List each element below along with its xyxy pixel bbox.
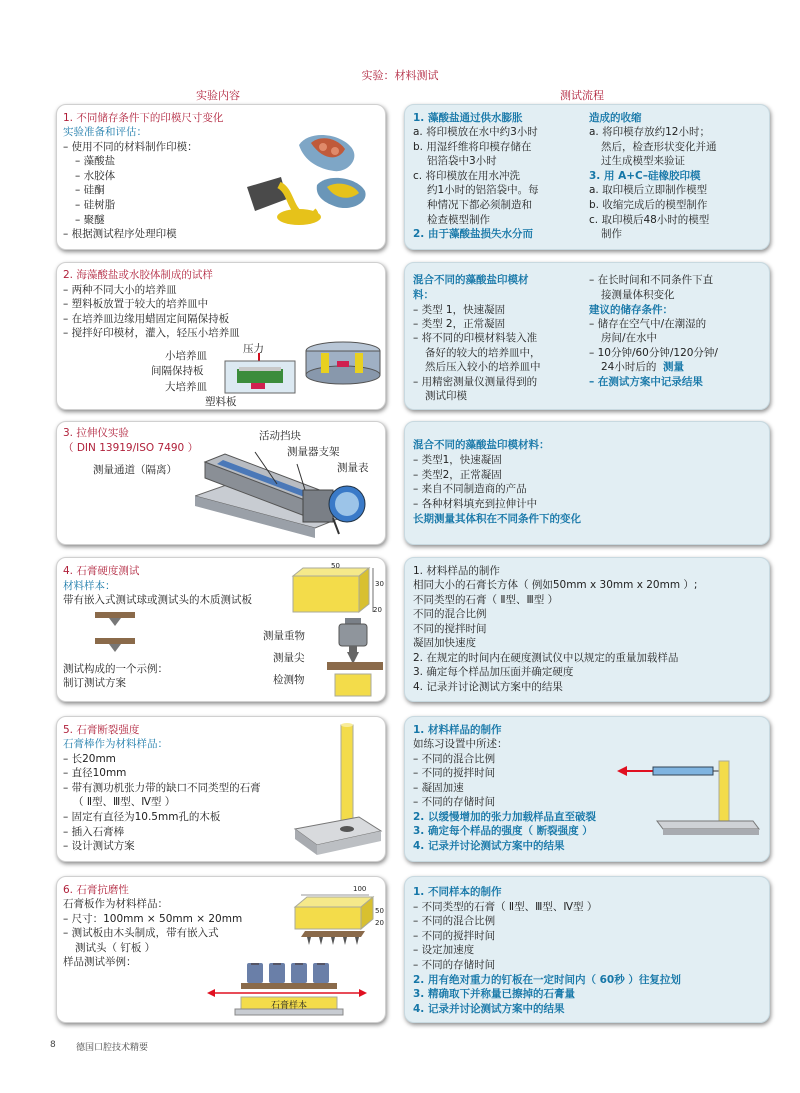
- block-height-dim: 30: [375, 580, 384, 588]
- step: 3. 确定每个样品加压面并确定硬度: [413, 666, 574, 678]
- line: – 不同的存储时间: [413, 796, 496, 808]
- block-length-dim: 50: [331, 562, 340, 570]
- line: – 不同类型的石膏（ Ⅱ型、Ⅲ型、Ⅳ型 ）: [413, 901, 598, 913]
- line: 接测量体积变化: [601, 289, 675, 301]
- line: – 固定有直径为10.5mm孔的木板: [63, 811, 221, 823]
- line: 制作: [601, 228, 622, 240]
- line: – 储存在空气中/在潮湿的: [589, 318, 707, 330]
- line: – 塑料板放置于较大的培养皿中: [63, 298, 209, 310]
- line: – 长20mm: [63, 753, 116, 765]
- line: – 设定加速度: [413, 944, 475, 956]
- pressure-label: 压力: [243, 343, 264, 355]
- section-4-right-panel: [404, 557, 770, 702]
- section-3-left-panel: [56, 421, 386, 545]
- line: 测试构成的一个示例：: [63, 663, 168, 675]
- section-2-left-panel: [56, 262, 386, 410]
- petri-dish-3d-icon: [303, 339, 383, 389]
- plaster-rod-icon: [293, 721, 383, 861]
- line: 相同大小的石膏长方体（ 例如50mm x 30mm x 20mm ）;: [413, 579, 698, 591]
- subheading: 材料样本：: [63, 580, 116, 592]
- line: 24小时后的: [601, 361, 657, 373]
- line: 过生成模型来验证: [601, 155, 685, 167]
- weight-icon: [325, 618, 385, 698]
- heading: 2. 海藻酸盐或水胶体制成的试样: [63, 269, 213, 281]
- step: 4. 记录并讨论测试方案中的结果: [413, 681, 563, 693]
- line: b. 收缩完成后的模型制作: [589, 199, 708, 211]
- line: – 设计测试方案: [63, 840, 135, 852]
- step: 3. 精确取下并称量已擦掉的石膏量: [413, 988, 575, 1000]
- heading: 6. 石膏抗磨性: [63, 884, 129, 896]
- step: 长期测量其体积在不同条件下的变化: [413, 513, 581, 525]
- nail-board-icon: [207, 963, 367, 1021]
- line: – 尺寸：100mm × 50mm × 20mm: [63, 913, 243, 925]
- section-6-right-panel: [404, 876, 770, 1023]
- line: – 类型2，正常凝固: [413, 469, 502, 481]
- heading: 3. 拉伸仪实验: [63, 427, 129, 439]
- petri-dish-icon: [221, 353, 301, 397]
- section-6-left-panel: [56, 876, 386, 1023]
- line: – 带有测功机张力带的缺口不同类型的石膏: [63, 782, 261, 794]
- block-depth-dim: 20: [373, 606, 382, 614]
- plate-length-dim: 100: [353, 885, 367, 893]
- line: c. 将印模放在用水冲洗: [413, 170, 520, 182]
- line: a. 取印模后立即制作模型: [589, 184, 708, 196]
- line: 不同的搅拌时间: [413, 623, 487, 635]
- subheading: 实验准备和评估：: [63, 126, 147, 138]
- line: – 搅拌好印模材，灌入，轻压小培养皿: [63, 327, 240, 339]
- line: a. 将印模存放约12小时；: [589, 126, 710, 138]
- line: – 不同的搅拌时间: [413, 767, 496, 779]
- heading: 1. 不同储存条件下的印模尺寸变化: [63, 112, 224, 124]
- line: 备好的较大的培养皿中，: [425, 347, 541, 359]
- line: – 凝固加速: [413, 782, 464, 794]
- step: 3. 确定每个样品的强度（ 断裂强度 ）: [413, 825, 593, 837]
- line: – 不同的搅拌时间: [413, 930, 496, 942]
- plaster-plate-icon: [291, 887, 383, 957]
- line: – 两种不同大小的培养皿: [63, 284, 177, 296]
- line: – 类型 1，快速凝固: [413, 304, 506, 316]
- line: 然后，检查形状变化并通: [601, 141, 717, 153]
- plaster-block-icon: [287, 562, 383, 616]
- step: 3. 用 A+C–硅橡胶印模: [589, 170, 701, 182]
- line: – 插入石膏棒: [63, 826, 125, 838]
- line: 测试头（ 钉板 ）: [75, 942, 156, 954]
- step: 造成的收缩: [589, 112, 642, 124]
- line: 凝固加快速度: [413, 637, 476, 649]
- line: a. 将印模放在水中约3小时: [413, 126, 538, 138]
- subheading: 建议的储存条件：: [589, 304, 673, 316]
- section-1-right-panel: [404, 104, 770, 250]
- step: 1. 材料样品的制作: [413, 724, 502, 736]
- section-2-right-panel: [404, 262, 770, 410]
- line: 石膏板作为材料样品：: [63, 898, 168, 910]
- plastic-plate-label: 塑料板: [205, 396, 237, 408]
- line: 约1小时的铝箔袋中。每: [427, 184, 539, 196]
- line: 检查模型制作: [427, 214, 490, 226]
- step: 1. 不同样本的制作: [413, 886, 502, 898]
- line: – 来自不同制造商的产品: [413, 483, 527, 495]
- step: 料：: [413, 289, 434, 301]
- step: 2. 以缓慢增加的张力加载样品直至破裂: [413, 811, 596, 823]
- line: 然后压入较小的培养皿中: [425, 361, 541, 373]
- alginate-pour-icon: [239, 125, 381, 229]
- weight-label: 测量重物: [263, 630, 305, 642]
- tip-label: 测量尖: [273, 652, 305, 664]
- line: – 不同的混合比例: [413, 915, 496, 927]
- step: 4. 记录并讨论测试方案中的结果: [413, 1003, 565, 1015]
- line: 不同的混合比例: [413, 608, 487, 620]
- movable-stop-label: 活动挡块: [259, 430, 301, 442]
- line: 样品测试举例：: [63, 956, 137, 968]
- plate-width-dim: 50: [375, 907, 384, 915]
- line: 带有嵌入式测试球或测试头的木质测试板: [63, 594, 252, 606]
- tension-test-icon: [615, 751, 765, 837]
- line: – 不同的混合比例: [413, 753, 496, 765]
- extensometer-icon: [195, 442, 375, 542]
- line: – 直径10mm: [63, 767, 127, 779]
- line: – 水胶体: [75, 170, 116, 182]
- line: – 测试板由木头制成，带有嵌入式: [63, 927, 219, 939]
- line: – 类型 2，正常凝固: [413, 318, 506, 330]
- section-5-right-panel: [404, 716, 770, 862]
- line: – 使用不同的材料制作印模：: [63, 141, 198, 153]
- specimen-label: 石膏样本: [271, 1001, 308, 1011]
- line: 种情况下都必须制造和: [427, 199, 532, 211]
- specimen-label: 检测物: [273, 674, 305, 686]
- step: 2. 在规定的时间内在硬度测试仪中以规定的重量加载样品: [413, 652, 679, 664]
- large-dish-label: 大培养皿: [165, 381, 207, 393]
- line: – 根据测试程序处理印模: [63, 228, 177, 240]
- measuring-channel-label: 测量通道（隔离）: [93, 464, 177, 476]
- page-title: 实验：材料测试: [361, 69, 439, 82]
- footer-text: 德国口腔技术精要: [76, 1043, 149, 1053]
- line: 如练习设置中所述：: [413, 738, 508, 750]
- section-3-right-panel: [404, 421, 770, 545]
- column-heading-right: 测试流程: [560, 89, 604, 102]
- page-number: 8: [50, 1040, 56, 1050]
- small-dish-label: 小培养皿: [165, 350, 207, 362]
- gauge-holder-label: 测量器支架: [287, 446, 340, 458]
- step: 混合不同的藻酸盐印模材料：: [413, 439, 550, 451]
- line: 不同类型的石膏（ Ⅱ型、Ⅲ型 ）: [413, 594, 559, 606]
- line: – 硅树脂: [75, 199, 116, 211]
- plate-height-dim: 20: [375, 919, 384, 927]
- heading: 5. 石膏断裂强度: [63, 724, 140, 736]
- standard-label: （ DIN 13919/ISO 7490 ）: [63, 442, 199, 454]
- step: 1. 藻酸盐通过供水膨胀: [413, 112, 523, 124]
- section-4-left-panel: [56, 557, 386, 702]
- line: – 聚醚: [75, 214, 105, 226]
- line: 测试印模: [425, 390, 467, 402]
- line: – 藻酸盐: [75, 155, 116, 167]
- line: – 各种材料填充到拉伸计中: [413, 498, 538, 510]
- step: 1. 材料样品的制作: [413, 565, 500, 577]
- line: b. 用湿纤维将印模存储在: [413, 141, 532, 153]
- step: 混合不同的藻酸盐印模材: [413, 274, 529, 286]
- line: – 10分钟/60分钟/120分钟/: [589, 347, 718, 359]
- step: 2. 用有绝对重力的钉板在一定时间内（ 60秒 ）往复拉划: [413, 974, 681, 986]
- spacer-plate-label: 间隔保持板: [151, 365, 204, 377]
- line: – 在长时间和不同条件下直: [589, 274, 714, 286]
- section-5-left-panel: [56, 716, 386, 862]
- subheading: 石膏棒作为材料样品：: [63, 738, 168, 750]
- heading: 4. 石膏硬度测试: [63, 565, 140, 577]
- test-board-icon: [91, 612, 141, 652]
- line: （ Ⅱ型、Ⅲ型、Ⅳ型 ）: [73, 796, 176, 808]
- line: 铝箔袋中3小时: [427, 155, 497, 167]
- line: c. 取印模后48小时的模型: [589, 214, 710, 226]
- step: 2. 由于藻酸盐损失水分而: [413, 228, 533, 240]
- line: – 将不同的印模材料装入准: [413, 332, 538, 344]
- step: – 在测试方案中记录结果: [589, 376, 703, 388]
- line: 制订测试方案: [63, 677, 126, 689]
- line: – 在培养皿边缘用蜡固定间隔保持板: [63, 313, 230, 325]
- column-heading-left: 实验内容: [196, 89, 240, 102]
- dial-gauge-label: 测量表: [337, 462, 369, 474]
- line: – 硅酮: [75, 184, 105, 196]
- measurement-word: 测量: [663, 361, 684, 373]
- step: 4. 记录并讨论测试方案中的结果: [413, 840, 565, 852]
- line: – 类型1，快速凝固: [413, 454, 502, 466]
- line: 房间/在水中: [601, 332, 658, 344]
- line: – 用精密测量仪测量得到的: [413, 376, 538, 388]
- line: – 不同的存储时间: [413, 959, 496, 971]
- section-1-left-panel: [56, 104, 386, 250]
